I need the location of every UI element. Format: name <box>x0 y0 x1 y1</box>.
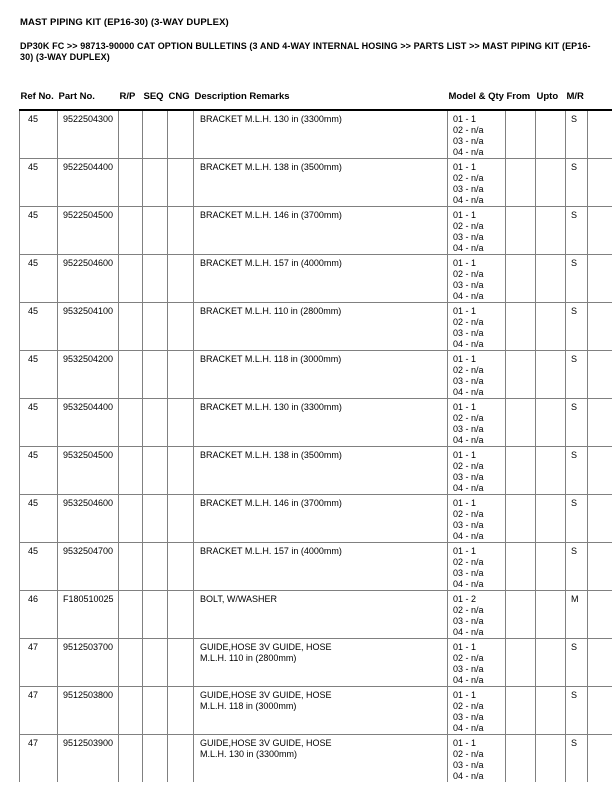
mr-cell <box>566 687 588 735</box>
ref-no-cell-line: 47 <box>28 642 39 652</box>
upto-cell <box>536 351 566 399</box>
mr-cell-line: S <box>571 402 578 412</box>
mr-cell-line: S <box>571 210 578 220</box>
ref-no-cell-line: 45 <box>28 402 39 412</box>
from-cell <box>506 399 536 447</box>
mr-cell <box>566 399 588 447</box>
column-header-rp: R/P <box>119 69 143 110</box>
model-qty-cell-line: 01 - 1 <box>453 642 477 652</box>
model-qty-cell-line: 01 - 1 <box>453 450 477 460</box>
mr-cell-line: S <box>571 450 578 460</box>
model-qty-cell-line: 03 - n/a <box>453 472 484 482</box>
parts-table-body <box>20 110 612 782</box>
gutter-cell <box>588 687 612 735</box>
part-no-cell-line: 9532504200 <box>63 354 114 364</box>
model-qty-cell-line: 01 - 1 <box>453 354 477 364</box>
ref-no-cell-line: 45 <box>28 306 39 316</box>
ref-no-cell <box>20 639 58 687</box>
model-qty-cell-line: 01 - 1 <box>453 162 477 172</box>
mr-cell <box>566 447 588 495</box>
rp-cell <box>119 110 143 159</box>
model-qty-cell-line: 02 - n/a <box>453 269 484 279</box>
cng-cell <box>168 207 194 255</box>
description-cell-line: BRACKET M.L.H. 146 in (3700mm) <box>200 498 342 508</box>
description-cell <box>194 687 448 735</box>
column-header-from: From <box>506 69 536 110</box>
upto-cell <box>536 207 566 255</box>
mr-cell <box>566 303 588 351</box>
rp-cell <box>119 255 143 303</box>
model-qty-cell-line: 04 - n/a <box>453 675 484 685</box>
column-header-description: Description Remarks <box>194 69 448 110</box>
mr-cell <box>566 255 588 303</box>
description-cell <box>194 351 448 399</box>
cng-cell <box>168 735 194 783</box>
gutter-cell <box>588 110 612 159</box>
description-cell <box>194 543 448 591</box>
part-no-cell <box>58 591 119 639</box>
model-qty-cell-line: 02 - n/a <box>453 365 484 375</box>
ref-no-cell <box>20 255 58 303</box>
mr-cell-line: S <box>571 498 578 508</box>
mr-cell-line: S <box>571 306 578 316</box>
part-no-cell <box>58 447 119 495</box>
from-cell <box>506 447 536 495</box>
description-cell <box>194 735 448 783</box>
gutter-cell <box>588 303 612 351</box>
part-no-cell-line: 9532504600 <box>63 498 114 508</box>
part-no-cell-line: 9512503700 <box>63 642 114 652</box>
model-qty-cell <box>448 351 506 399</box>
from-cell <box>506 303 536 351</box>
model-qty-cell <box>448 639 506 687</box>
model-qty-cell-line: 04 - n/a <box>453 387 484 397</box>
upto-cell <box>536 639 566 687</box>
cng-cell <box>168 255 194 303</box>
model-qty-cell-line: 04 - n/a <box>453 723 484 733</box>
description-cell <box>194 303 448 351</box>
ref-no-cell <box>20 303 58 351</box>
part-no-cell <box>58 495 119 543</box>
seq-cell <box>143 543 168 591</box>
upto-cell <box>536 591 566 639</box>
column-header-upto: Upto <box>536 69 566 110</box>
ref-no-cell <box>20 687 58 735</box>
part-no-cell <box>58 159 119 207</box>
page-title: MAST PIPING KIT (EP16-30) (3-WAY DUPLEX) <box>20 17 229 28</box>
cng-cell <box>168 351 194 399</box>
part-no-cell-line: 9532504500 <box>63 450 114 460</box>
part-no-cell-line: 9512503900 <box>63 738 114 748</box>
table-row <box>20 110 612 159</box>
ref-no-cell <box>20 495 58 543</box>
model-qty-cell-line: 04 - n/a <box>453 339 484 349</box>
table-row <box>20 255 612 303</box>
upto-cell <box>536 735 566 783</box>
description-cell-line: BRACKET M.L.H. 146 in (3700mm) <box>200 210 342 220</box>
model-qty-cell-line: 04 - n/a <box>453 627 484 637</box>
description-cell <box>194 639 448 687</box>
description-cell-line: BRACKET M.L.H. 138 in (3500mm) <box>200 450 342 460</box>
model-qty-cell <box>448 447 506 495</box>
mr-cell-line: S <box>571 738 578 748</box>
mr-cell-line: S <box>571 114 578 124</box>
description-cell-line: BRACKET M.L.H. 138 in (3500mm) <box>200 162 342 172</box>
description-cell-line: BRACKET M.L.H. 110 in (2800mm) <box>200 306 342 316</box>
mr-cell-line: S <box>571 258 578 268</box>
ref-no-cell <box>20 735 58 783</box>
part-no-cell <box>58 399 119 447</box>
gutter-cell <box>588 159 612 207</box>
upto-cell <box>536 447 566 495</box>
seq-cell <box>143 447 168 495</box>
mr-cell <box>566 735 588 783</box>
cng-cell <box>168 495 194 543</box>
part-no-cell <box>58 351 119 399</box>
model-qty-cell-line: 03 - n/a <box>453 136 484 146</box>
gutter-cell <box>588 399 612 447</box>
model-qty-cell-line: 04 - n/a <box>453 195 484 205</box>
ref-no-cell <box>20 159 58 207</box>
model-qty-cell-line: 03 - n/a <box>453 520 484 530</box>
rp-cell <box>119 159 143 207</box>
column-header-ref-no: Ref No. <box>20 69 58 110</box>
model-qty-cell-line: 03 - n/a <box>453 760 484 770</box>
model-qty-cell-line: 04 - n/a <box>453 147 484 157</box>
model-qty-cell <box>448 495 506 543</box>
upto-cell <box>536 399 566 447</box>
model-qty-cell-line: 02 - n/a <box>453 413 484 423</box>
from-cell <box>506 687 536 735</box>
description-cell <box>194 447 448 495</box>
mr-cell <box>566 495 588 543</box>
description-cell <box>194 110 448 159</box>
ref-no-cell-line: 46 <box>28 594 39 604</box>
table-row <box>20 351 612 399</box>
model-qty-cell-line: 02 - n/a <box>453 173 484 183</box>
ref-no-cell-line: 45 <box>28 210 39 220</box>
model-qty-cell <box>448 591 506 639</box>
mr-cell <box>566 207 588 255</box>
model-qty-cell-line: 04 - n/a <box>453 531 484 541</box>
from-cell <box>506 110 536 159</box>
model-qty-cell-line: 01 - 2 <box>453 594 477 604</box>
rp-cell <box>119 303 143 351</box>
model-qty-cell-line: 04 - n/a <box>453 435 484 445</box>
from-cell <box>506 735 536 783</box>
ref-no-cell <box>20 351 58 399</box>
description-cell-line: BRACKET M.L.H. 118 in (3000mm) <box>200 354 342 364</box>
part-no-cell-line: 9532504700 <box>63 546 114 556</box>
mr-cell-line: S <box>571 354 578 364</box>
model-qty-cell-line: 03 - n/a <box>453 328 484 338</box>
part-no-cell <box>58 207 119 255</box>
from-cell <box>506 159 536 207</box>
description-cell-line: M.L.H. 130 in (3300mm) <box>200 749 298 759</box>
parts-table <box>19 69 612 782</box>
upto-cell <box>536 687 566 735</box>
cng-cell <box>168 399 194 447</box>
ref-no-cell-line: 47 <box>28 690 39 700</box>
model-qty-cell <box>448 735 506 783</box>
model-qty-cell-line: 03 - n/a <box>453 424 484 434</box>
model-qty-cell-line: 01 - 1 <box>453 498 477 508</box>
seq-cell <box>143 591 168 639</box>
part-no-cell-line: 9522504300 <box>63 114 114 124</box>
mr-cell <box>566 543 588 591</box>
model-qty-cell <box>448 159 506 207</box>
from-cell <box>506 495 536 543</box>
rp-cell <box>119 543 143 591</box>
model-qty-cell-line: 02 - n/a <box>453 125 484 135</box>
model-qty-cell-line: 03 - n/a <box>453 280 484 290</box>
description-cell-line: BRACKET M.L.H. 130 in (3300mm) <box>200 114 342 124</box>
model-qty-cell-line: 01 - 1 <box>453 114 477 124</box>
gutter-cell <box>588 495 612 543</box>
part-no-cell-line: 9522504400 <box>63 162 114 172</box>
from-cell <box>506 543 536 591</box>
description-cell-line: GUIDE,HOSE 3V GUIDE, HOSE <box>200 738 332 748</box>
model-qty-cell-line: 01 - 1 <box>453 210 477 220</box>
model-qty-cell-line: 02 - n/a <box>453 605 484 615</box>
column-header-model-qty: Model & Qty <box>448 69 506 110</box>
column-header-gutter <box>588 69 612 110</box>
model-qty-cell-line: 03 - n/a <box>453 712 484 722</box>
model-qty-cell <box>448 110 506 159</box>
model-qty-cell-line: 01 - 1 <box>453 258 477 268</box>
description-cell <box>194 207 448 255</box>
from-cell <box>506 591 536 639</box>
mr-cell <box>566 591 588 639</box>
table-row <box>20 399 612 447</box>
table-header-row <box>20 69 612 110</box>
rp-cell <box>119 687 143 735</box>
part-no-cell <box>58 543 119 591</box>
description-cell-line: BRACKET M.L.H. 130 in (3300mm) <box>200 402 342 412</box>
part-no-cell <box>58 687 119 735</box>
part-no-cell-line: 9522504500 <box>63 210 114 220</box>
model-qty-cell-line: 03 - n/a <box>453 376 484 386</box>
model-qty-cell <box>448 687 506 735</box>
cng-cell <box>168 639 194 687</box>
column-header-cng: CNG <box>168 69 194 110</box>
rp-cell <box>119 447 143 495</box>
part-no-cell <box>58 303 119 351</box>
model-qty-cell-line: 04 - n/a <box>453 771 484 781</box>
part-no-cell-line: 9532504400 <box>63 402 114 412</box>
seq-cell <box>143 110 168 159</box>
mr-cell <box>566 351 588 399</box>
description-cell-line: BOLT, W/WASHER <box>200 594 278 604</box>
description-cell <box>194 591 448 639</box>
ref-no-cell-line: 45 <box>28 498 39 508</box>
ref-no-cell-line: 45 <box>28 546 39 556</box>
table-row <box>20 159 612 207</box>
model-qty-cell-line: 01 - 1 <box>453 738 477 748</box>
upto-cell <box>536 255 566 303</box>
column-header-part-no: Part No. <box>58 69 119 110</box>
from-cell <box>506 351 536 399</box>
part-no-cell-line: 9512503800 <box>63 690 114 700</box>
model-qty-cell-line: 02 - n/a <box>453 653 484 663</box>
ref-no-cell <box>20 447 58 495</box>
model-qty-cell <box>448 399 506 447</box>
description-cell-line: M.L.H. 110 in (2800mm) <box>200 653 297 663</box>
description-cell <box>194 495 448 543</box>
rp-cell <box>119 495 143 543</box>
ref-no-cell-line: 45 <box>28 354 39 364</box>
upto-cell <box>536 110 566 159</box>
seq-cell <box>143 687 168 735</box>
from-cell <box>506 639 536 687</box>
seq-cell <box>143 735 168 783</box>
model-qty-cell-line: 02 - n/a <box>453 557 484 567</box>
seq-cell <box>143 207 168 255</box>
part-no-cell <box>58 255 119 303</box>
upto-cell <box>536 303 566 351</box>
model-qty-cell-line: 02 - n/a <box>453 701 484 711</box>
model-qty-cell-line: 04 - n/a <box>453 291 484 301</box>
gutter-cell <box>588 543 612 591</box>
table-row <box>20 543 612 591</box>
gutter-cell <box>588 207 612 255</box>
mr-cell-line: M <box>571 594 579 604</box>
ref-no-cell <box>20 207 58 255</box>
column-header-mr: M/R <box>566 69 588 110</box>
description-cell <box>194 159 448 207</box>
mr-cell <box>566 159 588 207</box>
model-qty-cell <box>448 303 506 351</box>
ref-no-cell-line: 45 <box>28 114 39 124</box>
cng-cell <box>168 687 194 735</box>
model-qty-cell-line: 02 - n/a <box>453 509 484 519</box>
mr-cell-line: S <box>571 642 578 652</box>
part-no-cell-line: 9532504100 <box>63 306 114 316</box>
description-cell <box>194 399 448 447</box>
mr-cell <box>566 639 588 687</box>
gutter-cell <box>588 447 612 495</box>
model-qty-cell-line: 03 - n/a <box>453 184 484 194</box>
model-qty-cell-line: 04 - n/a <box>453 483 484 493</box>
model-qty-cell-line: 02 - n/a <box>453 461 484 471</box>
description-cell-line: BRACKET M.L.H. 157 in (4000mm) <box>200 258 342 268</box>
description-cell-line: GUIDE,HOSE 3V GUIDE, HOSE <box>200 690 332 700</box>
model-qty-cell-line: 01 - 1 <box>453 306 477 316</box>
table-row <box>20 495 612 543</box>
ref-no-cell-line: 45 <box>28 258 39 268</box>
gutter-cell <box>588 735 612 783</box>
table-row <box>20 447 612 495</box>
model-qty-cell-line: 01 - 1 <box>453 402 477 412</box>
model-qty-cell-line: 03 - n/a <box>453 616 484 626</box>
upto-cell <box>536 495 566 543</box>
cng-cell <box>168 159 194 207</box>
gutter-cell <box>588 639 612 687</box>
model-qty-cell-line: 01 - 1 <box>453 690 477 700</box>
mr-cell-line: S <box>571 162 578 172</box>
rp-cell <box>119 639 143 687</box>
table-row <box>20 639 612 687</box>
from-cell <box>506 207 536 255</box>
seq-cell <box>143 159 168 207</box>
seq-cell <box>143 255 168 303</box>
mr-cell-line: S <box>571 546 578 556</box>
description-cell <box>194 255 448 303</box>
rp-cell <box>119 591 143 639</box>
rp-cell <box>119 207 143 255</box>
rp-cell <box>119 351 143 399</box>
seq-cell <box>143 495 168 543</box>
from-cell <box>506 255 536 303</box>
seq-cell <box>143 351 168 399</box>
model-qty-cell-line: 04 - n/a <box>453 579 484 589</box>
table-row <box>20 735 612 783</box>
table-row <box>20 687 612 735</box>
description-cell-line: BRACKET M.L.H. 157 in (4000mm) <box>200 546 342 556</box>
mr-cell <box>566 110 588 159</box>
mr-cell-line: S <box>571 690 578 700</box>
description-cell-line: GUIDE,HOSE 3V GUIDE, HOSE <box>200 642 332 652</box>
model-qty-cell-line: 01 - 1 <box>453 546 477 556</box>
cng-cell <box>168 110 194 159</box>
model-qty-cell-line: 03 - n/a <box>453 664 484 674</box>
ref-no-cell-line: 47 <box>28 738 39 748</box>
part-no-cell <box>58 639 119 687</box>
seq-cell <box>143 639 168 687</box>
table-row <box>20 207 612 255</box>
model-qty-cell <box>448 543 506 591</box>
gutter-cell <box>588 351 612 399</box>
rp-cell <box>119 735 143 783</box>
model-qty-cell <box>448 255 506 303</box>
gutter-cell <box>588 591 612 639</box>
description-cell-line: M.L.H. 118 in (3000mm) <box>200 701 297 711</box>
breadcrumb: DP30K FC >> 98713-90000 CAT OPTION BULLETINS (3 AND 4-WAY INTERNAL HOSING >> PARTS LIST >> MAST PIPING KIT (EP16-30) (3-WAY DUPLEX) <box>20 41 591 62</box>
model-qty-cell-line: 03 - n/a <box>453 232 484 242</box>
cng-cell <box>168 447 194 495</box>
ref-no-cell <box>20 110 58 159</box>
seq-cell <box>143 303 168 351</box>
ref-no-cell-line: 45 <box>28 162 39 172</box>
model-qty-cell-line: 03 - n/a <box>453 568 484 578</box>
gutter-cell <box>588 255 612 303</box>
cng-cell <box>168 591 194 639</box>
part-no-cell <box>58 735 119 783</box>
model-qty-cell-line: 02 - n/a <box>453 749 484 759</box>
column-header-seq: SEQ <box>143 69 168 110</box>
cng-cell <box>168 543 194 591</box>
ref-no-cell <box>20 543 58 591</box>
ref-no-cell <box>20 591 58 639</box>
ref-no-cell <box>20 399 58 447</box>
part-no-cell-line: 9522504600 <box>63 258 114 268</box>
model-qty-cell-line: 04 - n/a <box>453 243 484 253</box>
model-qty-cell <box>448 207 506 255</box>
model-qty-cell-line: 02 - n/a <box>453 221 484 231</box>
upto-cell <box>536 543 566 591</box>
ref-no-cell-line: 45 <box>28 450 39 460</box>
part-no-cell-line: F180510025 <box>63 594 114 604</box>
rp-cell <box>119 399 143 447</box>
table-row <box>20 591 612 639</box>
model-qty-cell-line: 02 - n/a <box>453 317 484 327</box>
upto-cell <box>536 159 566 207</box>
seq-cell <box>143 399 168 447</box>
cng-cell <box>168 303 194 351</box>
part-no-cell <box>58 110 119 159</box>
table-row <box>20 303 612 351</box>
